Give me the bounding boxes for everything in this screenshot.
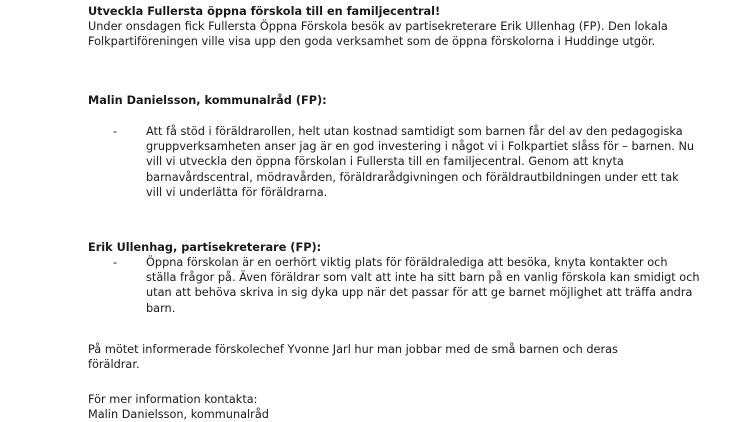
quote-text-1: Att få stöd i föräldrarollen, helt utan kostnad samtidigt som barnen får del av den pedagogiska gruppverksamheten anser jag är en god investering i något vi i Folkpartiet slåss för – barnen. Nu vill vi utveckla den öppna förskolan i Fullersta till en familjecentral. Genom att knyta barnavårdscentral, mödravården, föräldrarådgivningen och föräldrautbildningen under ett tak vill vi underlätta för föräldrarna. — [146, 125, 695, 199]
contact-label: För mer information kontakta: — [88, 393, 258, 406]
contact-person: Malin Danielsson, kommunalråd — [88, 408, 269, 422]
document-title: Utveckla Fullersta öppna förskola till en familjecentral! — [88, 5, 441, 18]
dash-bullet: - — [113, 125, 118, 138]
speaker-heading-2: Erik Ullenhag, partisekreterare (FP): — [88, 241, 322, 254]
contact-block — [88, 392, 688, 422]
intro-paragraph: Under onsdagen fick Fullersta Öppna Förskola besök av partisekreterare Erik Ullenhag (FP). Den lokala Folkpartiföreningen ville visa upp den goda verksamhet som de öppna förskolorna i Huddinge utgör. — [88, 20, 668, 49]
speaker-heading-1: Malin Danielsson, kommunalråd (FP): — [88, 94, 327, 107]
dash-bullet: - — [113, 256, 118, 269]
quote-text-2: Öppna förskolan är en oerhört viktig plats för föräldralediga att besöka, knyta kontakter och ställa frågor på. Även föräldrar som valt att inte ha sitt barn på en vanlig förskola kan smidigt och utan att behöva skriva in sig dyka upp när det passar för att ge barnet möjlighet att träffa andra barn. — [146, 256, 700, 315]
closing-paragraph: På mötet informerade förskolechef Yvonne Jarl hur man jobbar med de små barnen och deras föräldrar. — [88, 343, 618, 372]
